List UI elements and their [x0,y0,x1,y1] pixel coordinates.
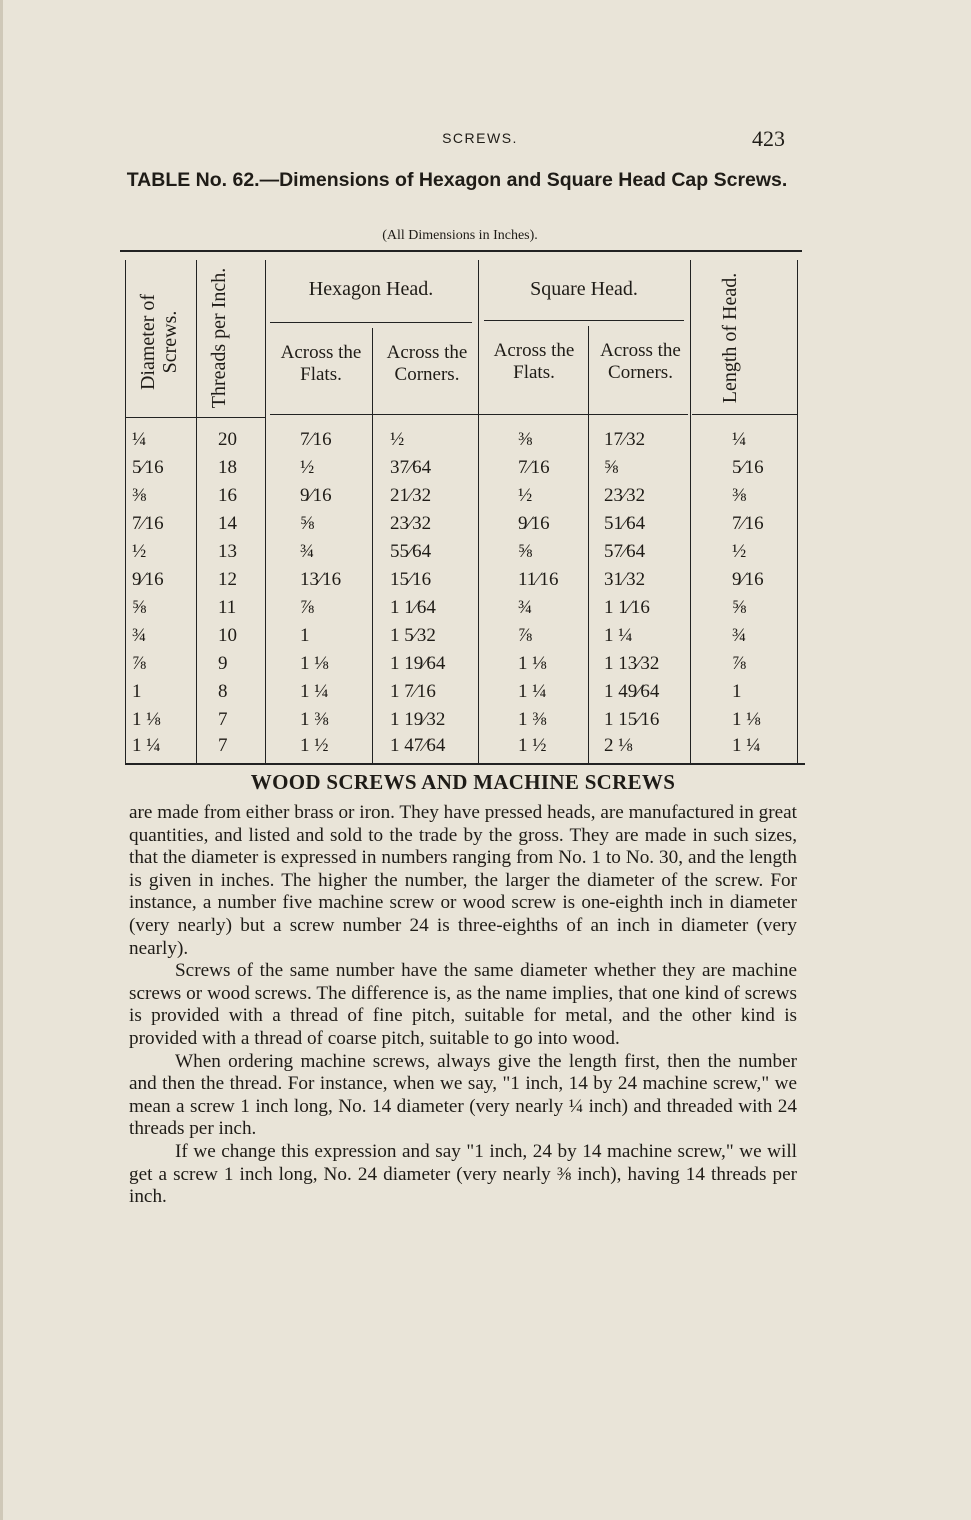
cell-square-corners: 23⁄32 [604,485,646,506]
cell-threads: 7 [218,735,228,756]
cell-diameter: ¼ [132,429,147,450]
cell-square-flats: 1 ⅜ [518,709,547,730]
cell-diameter: 1 ⅛ [132,709,161,730]
cell-hex-corners: 15⁄16 [390,569,432,590]
header-diameter-text: Diameter of Screws. [137,293,181,391]
cell-threads: 9 [218,653,228,674]
col-divider-8 [797,260,798,763]
cell-hex-corners: 37⁄64 [390,457,432,478]
cell-square-flats: ½ [518,485,533,506]
cell-hex-flats: 7⁄16 [300,429,332,450]
cell-threads: 16 [218,485,237,506]
header-hexagon: Hexagon Head. [308,278,434,300]
cell-hex-flats: 1 ⅛ [300,653,329,674]
cell-hex-flats: ⅝ [300,513,315,534]
cell-hex-flats: 1 ¼ [300,681,329,702]
cell-square-flats: ⅞ [518,625,533,646]
header-diameter [137,267,185,417]
cell-square-corners: 1 ¼ [604,625,633,646]
cell-length: 7⁄16 [732,513,764,534]
header-hex-flats: Across the Flats. [280,342,362,385]
header-threads-text: Threads per Inch. [208,267,230,409]
table-bottom-rule [125,763,805,765]
paragraph: are made from either brass or iron. They have pressed heads, are manufactured in great quantities, and listed and sold to the trade by the gross. They are made in such sizes, that the diameter is expressed in numbers ranging from No. 1 to No. 30, and the length is given in inches. The higher the number, the larger the diameter of the screw. For instance, a number five machine screw or wood screw is one-eighth inch in diameter (very nearly) but a screw number 24 is three-eighths of an inch in diameter (very nearly). [129,802,797,959]
header-length-text: Length of Head. [719,272,741,404]
cell-square-flats: 1 ½ [518,735,547,756]
cell-square-corners: 2 ⅛ [604,735,633,756]
header-bottom-rule-mid [270,414,688,415]
col-divider-3 [265,260,266,763]
cell-square-flats: ⅝ [518,541,533,562]
cell-threads: 11 [218,597,237,618]
cell-square-flats: ¾ [518,597,533,618]
cell-length: ¾ [732,625,747,646]
cell-hex-flats: 1 [300,625,310,646]
cell-length: 1 ¼ [732,735,761,756]
cell-hex-corners: ½ [390,429,405,450]
paragraph: Screws of the same number have the same diameter whether they are machine screws or wood screws. The difference is, as the name implies, that one kind of screws is provided with a thread of fine pitch, suitable for metal, and the other kind is provided with a thread of coarse pitch, suitable to go into wood. [129,960,797,1049]
col-divider-4 [372,328,373,763]
header-square-flats: Across the Flats. [493,340,575,383]
cell-diameter: ⅜ [132,485,147,506]
cell-diameter: ½ [132,541,147,562]
header-bottom-rule-right [692,414,797,415]
col-divider-6 [588,326,589,763]
running-header: SCREWS. [442,130,518,146]
header-threads [208,258,258,418]
cell-hex-corners: 1 47⁄64 [390,735,446,756]
square-sub-rule [484,320,684,321]
cell-diameter: 9⁄16 [132,569,164,590]
cell-square-flats: 7⁄16 [518,457,550,478]
cell-hex-corners: 1 7⁄16 [390,681,436,702]
cell-square-corners: 1 49⁄64 [604,681,660,702]
header-square-corners: Across the Corners. [600,340,681,383]
page-number: 423 [752,126,785,151]
paragraph: If we change this expression and say "1 inch, 24 by 14 machine screw," we will get a screw 1 inch long, No. 24 diameter (very nearly ⅜ inch), having 14 threads per inch. [129,1140,797,1208]
header-square: Square Head. [530,278,638,300]
cell-hex-flats: 1 ⅜ [300,709,329,730]
cell-square-corners: 1 13⁄32 [604,653,660,674]
header-length [719,268,769,408]
cell-square-flats: 1 ¼ [518,681,547,702]
cell-diameter: 5⁄16 [132,457,164,478]
paragraph: When ordering machine screws, always give the length first, then the number and then the thread. For instance, when we say, "1 inch, 14 by 24 machine screw," we mean a screw 1 inch long, No. 14 diameter (very nearly ¼ inch) and threaded with 24 threads per inch. [129,1050,797,1140]
cell-threads: 10 [218,625,237,646]
cell-square-flats: ⅜ [518,429,533,450]
cell-square-corners: 1 15⁄16 [604,709,660,730]
cell-length: ⅜ [732,485,747,506]
cell-threads: 8 [218,681,228,702]
cell-hex-flats: ¾ [300,541,315,562]
cell-diameter: ¾ [132,625,147,646]
cell-length: ⅞ [732,653,747,674]
cell-square-corners: 1 1⁄16 [604,597,650,618]
table-note: (All Dimensions in Inches). [382,228,538,243]
cell-hex-flats: ⅞ [300,597,315,618]
cell-threads: 14 [218,513,237,534]
cell-hex-flats: 9⁄16 [300,485,332,506]
cell-hex-flats: 13⁄16 [300,569,342,590]
col-divider-2 [196,260,197,763]
cell-hex-corners: 21⁄32 [390,485,432,506]
cell-length: 5⁄16 [732,457,764,478]
cell-square-corners: 57⁄64 [604,541,646,562]
col-divider-5 [478,260,479,763]
cell-square-corners: 31⁄32 [604,569,646,590]
cell-hex-flats: 1 ½ [300,735,329,756]
cell-hex-corners: 1 19⁄32 [390,709,446,730]
cell-length: 1 ⅛ [732,709,761,730]
cell-hex-corners: 1 1⁄64 [390,597,436,618]
header-hex-corners: Across the Corners. [386,342,468,385]
cell-length: ½ [732,541,747,562]
cell-diameter: ⅝ [132,597,147,618]
cell-square-flats: 11⁄16 [518,569,559,590]
section-heading: WOOD SCREWS AND MACHINE SCREWS [250,770,676,794]
cell-hex-corners: 23⁄32 [390,513,432,534]
cell-threads: 13 [218,541,237,562]
cell-hex-flats: ½ [300,457,315,478]
cell-threads: 12 [218,569,237,590]
cell-square-corners: ⅝ [604,457,619,478]
cell-length: ¼ [732,429,747,450]
cell-threads: 20 [218,429,237,450]
body-text [129,802,797,1209]
cell-square-corners: 17⁄32 [604,429,646,450]
cell-square-flats: 9⁄16 [518,513,550,534]
cell-hex-corners: 55⁄64 [390,541,432,562]
cell-threads: 18 [218,457,237,478]
cell-square-flats: 1 ⅛ [518,653,547,674]
col-divider-1 [125,260,126,763]
hex-sub-rule [270,322,472,323]
cell-diameter: 7⁄16 [132,513,164,534]
cell-diameter: ⅞ [132,653,147,674]
cell-square-corners: 51⁄64 [604,513,646,534]
cell-hex-corners: 1 5⁄32 [390,625,436,646]
cell-diameter: 1 [132,681,142,702]
table-top-rule [120,250,802,252]
page-edge-line [0,0,3,1520]
cell-hex-corners: 1 19⁄64 [390,653,446,674]
col-divider-7 [690,260,691,763]
table-title: TABLE No. 62.—Dimensions of Hexagon and Square Head Cap Screws. [126,169,788,191]
cell-length: 1 [732,681,742,702]
cell-diameter: 1 ¼ [132,735,161,756]
cell-threads: 7 [218,709,228,730]
cell-length: ⅝ [732,597,747,618]
cell-length: 9⁄16 [732,569,764,590]
